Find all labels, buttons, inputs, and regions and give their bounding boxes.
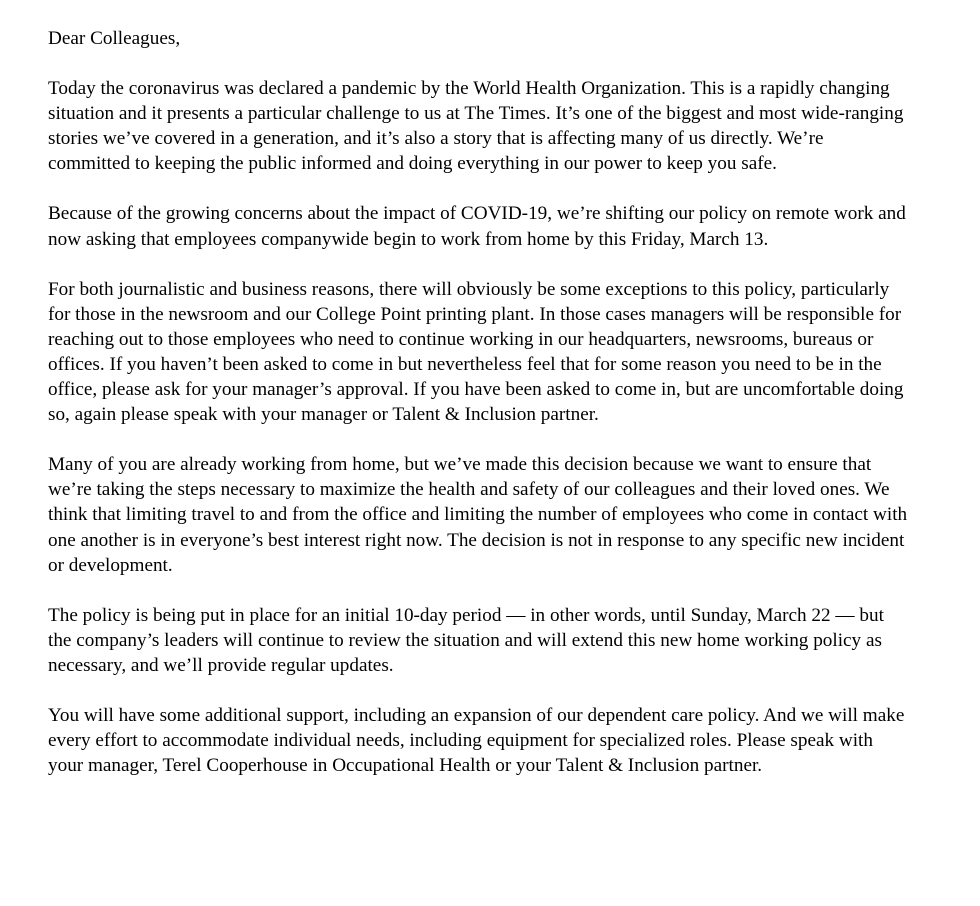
- paragraph-remote-work-policy: Because of the growing concerns about the impact of COVID-19, we’re shifting our policy on remote work and now asking that employees companywide begin to work from home by this Friday, March 13.: [48, 203, 906, 250]
- paragraph-decision-rationale: Many of you are already working from home, but we’ve made this decision because we want to ensure that we’re taking the steps necessary to maximize the health and safety of our colleagues and their loved ones. We think that limiting travel to and from the office and limiting the number of employees who come in contact with one another is in everyone’s best interest right now. The decision is not in response to any specific new incident or development.: [48, 454, 908, 576]
- paragraph-policy-duration: The policy is being put in place for an initial 10-day period — in other words, until Sunday, March 22 — but the company’s leaders will continue to review the situation and will extend this new home working policy as necessary, and we’ll provide regular updates.: [48, 604, 884, 676]
- salutation: Dear Colleagues,: [48, 28, 181, 49]
- paragraph-exceptions: For both journalistic and business reasons, there will obviously be some exceptions to this policy, particularly for those in the newsroom and our College Point printing plant. In those cases managers will be responsible for reaching out to those employees who need to continue working in our headquarters, newsrooms, bureaus or offices. If you haven’t been asked to come in but nevertheless feel that for some reason you need to be in the office, please ask for your manager’s approval. If you have been asked to come in, but are uncomfortable doing so, again please speak with your manager or Talent & Inclusion partner.: [48, 278, 904, 426]
- paragraph-pandemic-declared: Today the coronavirus was declared a pandemic by the World Health Organization. This is a rapidly changing situation and it presents a particular challenge to us at The Times. It’s one of the biggest and most wide-ranging stories we’ve covered in a generation, and it’s also a story that is affecting many of us directly. We’re committed to keeping the public informed and doing everything in our power to keep you safe.: [48, 78, 904, 175]
- paragraph-additional-support: You will have some additional support, including an expansion of our dependent care policy. And we will make every effort to accommodate individual needs, including equipment for specialized roles. Please speak with your manager, Terel Cooperhouse in Occupational Health or your Talent & Inclusion partner.: [48, 704, 905, 777]
